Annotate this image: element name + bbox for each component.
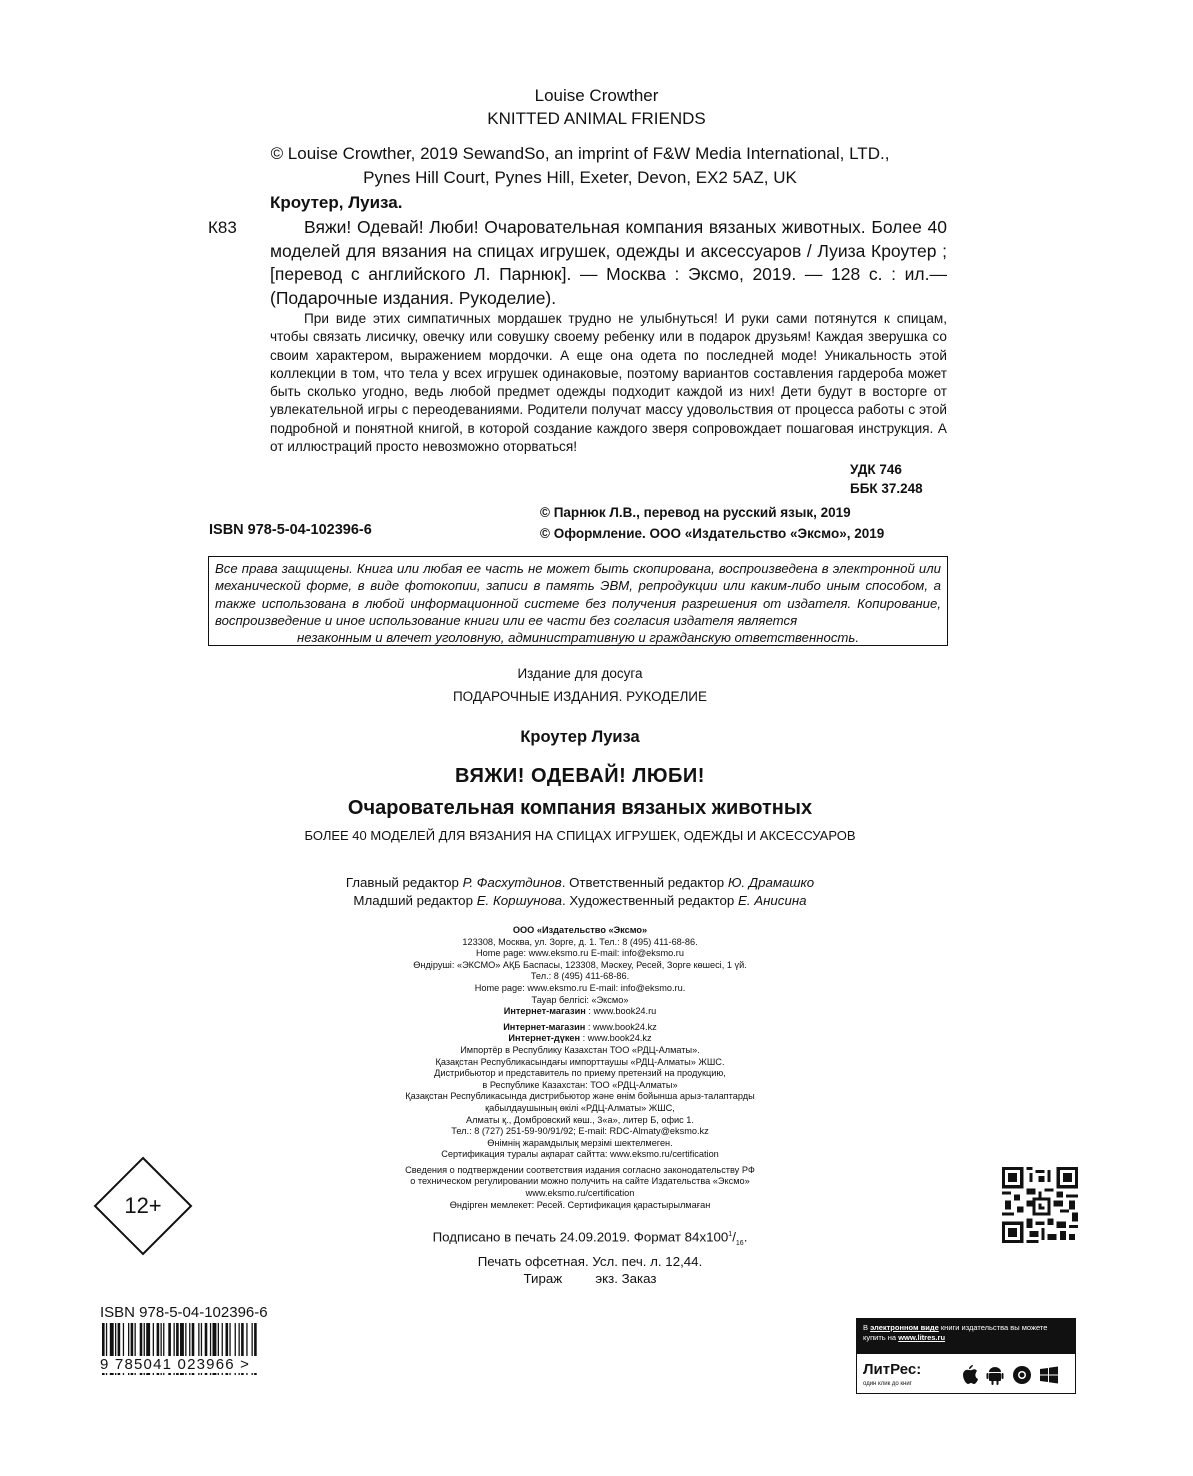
original-title: KNITTED ANIMAL FRIENDS — [487, 109, 706, 128]
print-signed: Подписано в печать 24.09.2019. Формат $84x100^1/_{16}$. — [432, 1229, 748, 1248]
litres-line-1 — [863, 1323, 1069, 1333]
rights-notice-text: Все права защищены. Книга или любая ее часть не может быть скопирована, воспроизведена в электронной или механической форме, в виде фотокопии, записи в память ЭВМ, репродукции или каким-либо иным способом, а также использована в любой информационной системе без получения разрешения от издателя. Копирование, воспроизведение и иное использование книги или ее части без согласия издателя является — [215, 561, 941, 628]
litres-text-a: В — [863, 1323, 871, 1332]
publisher-line: Тауар белгісі: «Эксмо» — [531, 994, 629, 1005]
litres-text-c: купить на — [863, 1333, 899, 1342]
litres-banner — [856, 1318, 1076, 1354]
rights-notice-box — [208, 556, 948, 646]
litres-slogan: один клик до книг — [863, 1381, 912, 1387]
original-credit — [0, 84, 1193, 130]
chief-editor-label: Главный редактор — [345, 875, 459, 890]
format-sup: 1 — [728, 1231, 733, 1238]
shop-url-kz: : www.book24.kz — [585, 1021, 657, 1032]
junior-editor-label: Младший редактор — [353, 893, 473, 908]
publisher-line: Дистрибьютор и представитель по приему претензий на продукцию, — [434, 1068, 726, 1079]
publisher-line: Алматы қ., Домбровский көш., 3«а», литер Б, офис 1. — [466, 1114, 694, 1125]
translation-copyright: © Парнюк Л.В., перевод на русский язык, 2019 — [540, 505, 851, 520]
publisher-line: Тел.: 8 (727) 251-59-90/91/92; E-mail: RDC-Almaty@eksmo.kz — [451, 1126, 709, 1137]
resp-editor-name: Ю. Драмашко — [727, 875, 815, 890]
publisher-line: Импортёр в Республику Казахстан ТОО «РДЦ-Алматы». — [460, 1044, 700, 1055]
online-shop-kz-2 — [0, 1033, 1160, 1045]
editors-line-1: Главный редактор Р. Фасхутдинов. Ответственный редактор Ю. Драмашко — [345, 875, 815, 890]
windows-phone-icon — [1013, 1366, 1031, 1384]
publisher-line: Өнімнің жарамдылық мерзімі шектелмеген. — [487, 1137, 673, 1148]
russian-copyrights — [540, 502, 884, 544]
publisher-line: Home page: www.eksmo.ru E-mail: info@eksmo.ru. — [474, 982, 686, 993]
publisher-line: Сертификация туралы ақпарат сайтта: www.eksmo.ru/certification — [441, 1149, 719, 1160]
shop-label: Интернет-магазин — [503, 1021, 586, 1032]
publisher-line: 123308, Москва, ул. Зорге, д. 1. Тел.: 8 (495) 411-68-86. — [462, 936, 698, 947]
shop-url-kz-2: : www.book24.kz — [580, 1033, 652, 1044]
copyright-line-2: Pynes Hill Court, Pynes Hill, Exeter, Devon, EX2 5AZ, UK — [363, 168, 797, 187]
publisher-line: қабылдаушының өкілі «РДЦ-Алматы» ЖШС, — [485, 1102, 675, 1113]
run-end: экз. Заказ — [595, 1271, 657, 1287]
design-copyright: © Оформление. ООО «Издательство «Эксмо», 2019 — [540, 526, 885, 541]
litres-text-b: книги издательства вы можете — [938, 1323, 1048, 1332]
junior-editor-name: Е. Коршунова — [476, 893, 563, 908]
litres-line-2 — [863, 1333, 1069, 1343]
editors-credits — [0, 874, 1160, 910]
litres-logo: ЛитРес: — [863, 1361, 922, 1378]
run-label: Тираж — [523, 1271, 563, 1287]
bbk-code: ББК 37.248 — [850, 481, 923, 496]
android-icon — [987, 1367, 1004, 1385]
shop-url-ru: : www.book24.ru — [585, 1006, 657, 1017]
copyright-line-1: © Louise Crowther, 2019 SewandSo, an imprint of F&W Media International, LTD., — [270, 144, 890, 163]
publisher-line: Қазақстан Республикасындағы импорттаушы «РДЦ-Алматы» ЖШС. — [435, 1056, 725, 1067]
publisher-line: Қазақстан Республикасында дистрибьютор және өнім бойынша арыз-талаптарды — [405, 1091, 755, 1102]
format-sub: 16 — [735, 1240, 744, 1248]
art-editor-label: Художественный редактор — [569, 893, 735, 908]
publisher-line: Сведения о подтверждении соответствия издания согласно законодательству РФ — [405, 1164, 755, 1175]
edition-type: Издание для досуга — [517, 666, 643, 681]
publisher-line: Өндіруші: «ЭКСМО» АҚБ Баспасы, 123308, Мәскеу, Ресей, Зорге көшесі, 1 үй. — [413, 959, 747, 970]
editors-line-2: Младший редактор Е. Коршунова. Художественный редактор Е. Анисина — [353, 893, 807, 908]
online-shop-ru — [0, 1006, 1160, 1018]
print-method: Печать офсетная. Усл. печ. л. 12,44. — [477, 1253, 703, 1269]
annotation: При виде этих симпатичных мордашек трудно не улыбнуться! И руки сами потянутся к спицам, чтобы связать лисичку, овечку или совушку своему ребенку или в подарок друзьям! Каждая зверушка со своим характером, выражением мордочки. А еще она одета по последней моде! Уникальность этой коллекции в том, что тела у всех игрушек одинаковые, поэтому вариантов составления гардероба может быть сколько угодно, ведь любой предмет одежды подходит каждой из них! Дети будут в восторге от увлекательной игры с переодеваниями. Родители получат массу удовольствия от процесса работы с этой подробной и понятной книгой, в которой создание каждого зверя сопровождает пошаговая инструкция. А от иллюстраций просто невозможно оторваться! — [270, 311, 947, 455]
shop-label: Интернет-магазин — [503, 1006, 586, 1017]
original-copyright — [0, 142, 1160, 190]
online-shop-kz — [0, 1022, 1160, 1034]
barcode-digits: 9 785041 023966 > — [100, 1356, 302, 1373]
publisher-line: в Республике Казахстан: ТОО «РДЦ-Алматы» — [482, 1079, 678, 1090]
litres-site[interactable]: www.litres.ru — [898, 1333, 946, 1342]
isbn: ISBN 978-5-04-102396-6 — [209, 522, 372, 538]
format-end: . — [743, 1229, 748, 1245]
chief-editor-name: Р. Фасхутдинов — [462, 875, 562, 890]
publisher-line: www.eksmo.ru/certification — [525, 1188, 635, 1199]
shop-label-kz: Интернет-дүкен — [508, 1033, 581, 1044]
bibliographic-description: Вяжи! Одевай! Люби! Очаровательная компания вязаных животных. Более 40 моделей для вязания на спицах игрушек, одежды и аксессуаров / Луиза Кроутер ; [перевод с английского Л. Парнюк]. — Москва : Эксмо, 2019. — 128 с. : ил.— (Подарочные издания. Рукоделие). — [270, 217, 947, 308]
classification-codes — [850, 460, 923, 498]
publisher-line: о техническом регулировании можно получить на сайте Издательства «Эксмо» — [410, 1176, 750, 1187]
book-title: ВЯЖИ! ОДЕВАЙ! ЛЮБИ! — [455, 765, 705, 787]
art-editor-name: Е. Анисина — [737, 893, 807, 908]
series-name: ПОДАРОЧНЫЕ ИЗДАНИЯ. РУКОДЕЛИЕ — [452, 689, 708, 704]
author-mark-code: К83 — [208, 218, 237, 237]
publisher-line: Өндірген мемлекет: Ресей. Сертификация қарастырылмаған — [449, 1199, 711, 1210]
windows-icon — [1040, 1367, 1058, 1384]
print-run — [0, 1270, 1180, 1288]
book-subtitle: Очаровательная компания вязаных животных — [347, 797, 813, 819]
publisher-name: ООО «Издательство «Эксмо» — [512, 925, 648, 935]
udk-code: УДК 746 — [850, 462, 902, 477]
rights-notice-last-line: незаконным и влечет уголовную, административную и гражданскую ответственность. — [296, 630, 860, 646]
qr-code-icon — [1002, 1167, 1078, 1243]
imprint-author: Кроутер Луиза — [520, 728, 640, 746]
catalog-author-heading: Кроутер, Луиза. — [270, 193, 403, 212]
apple-icon — [963, 1365, 978, 1384]
book-description: БОЛЕЕ 40 МОДЕЛЕЙ ДЛЯ ВЯЗАНИЯ НА СПИЦАХ ИГРУШЕК, ОДЕЖДЫ И АКСЕССУАРОВ — [304, 828, 856, 843]
original-author: Louise Crowther — [534, 86, 659, 105]
print-signed-text: Подписано в печать 24.09.2019. Формат 84x100 — [432, 1229, 729, 1245]
platform-icons — [960, 1364, 1070, 1386]
barcode-isbn: ISBN 978-5-04-102396-6 — [100, 1304, 268, 1321]
publisher-line: Тел.: 8 (495) 411-68-86. — [530, 971, 630, 982]
publisher-line: Home page: www.eksmo.ru E-mail: info@eksmo.ru — [476, 948, 684, 959]
litres-link[interactable]: электронном виде — [870, 1323, 939, 1332]
resp-editor-label: Ответственный редактор — [569, 875, 725, 890]
age-rating-text: 12+ — [124, 1193, 162, 1218]
